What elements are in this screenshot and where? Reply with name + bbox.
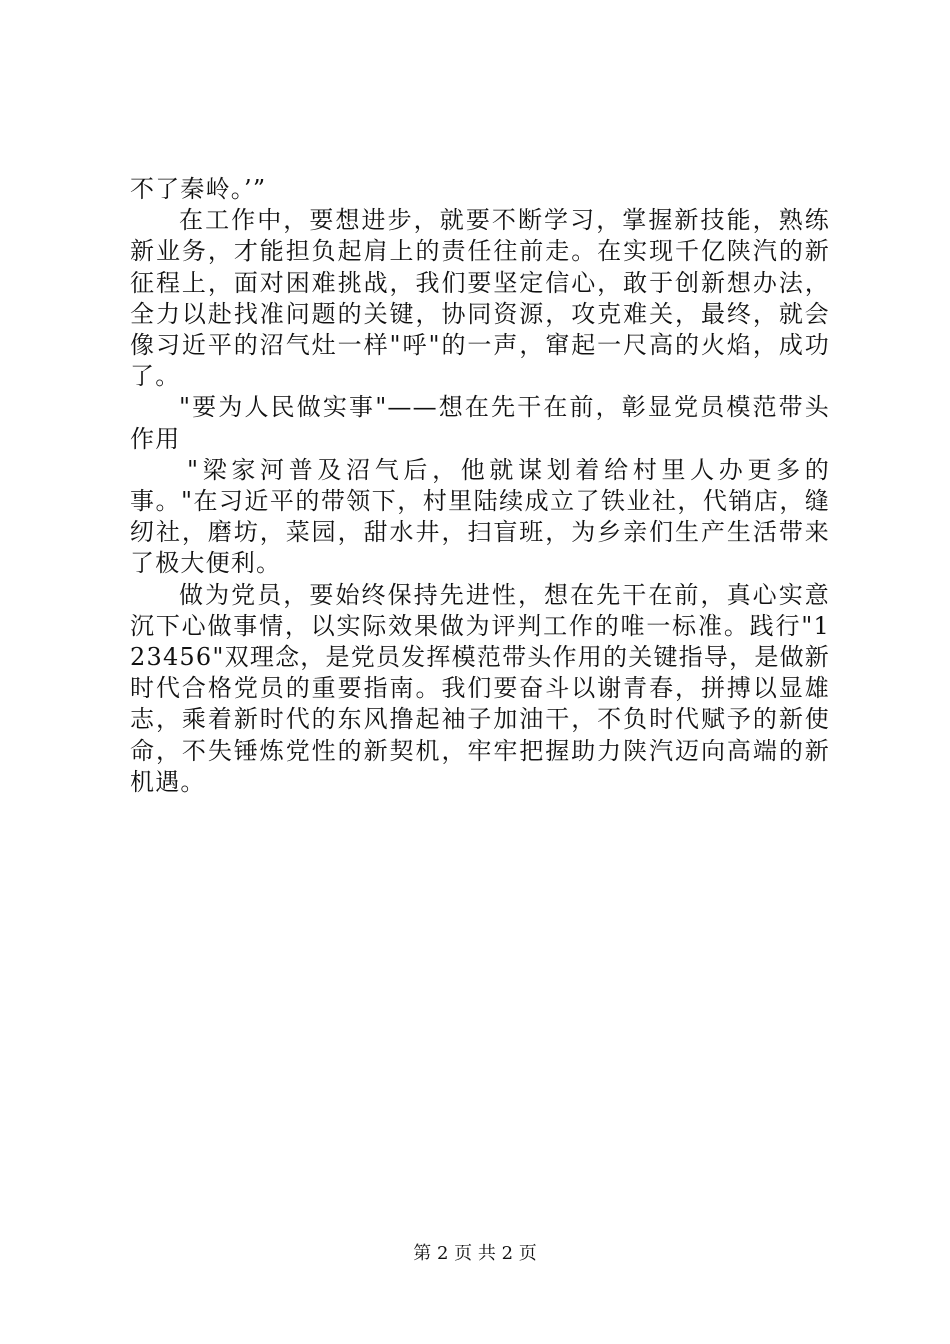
paragraph-work-progress: 在工作中，要想进步，就要不断学习，掌握新技能，熟练新业务，才能担负起肩上的责任往前走。在实现千亿陕汽的新征程上，面对困难挑战，我们要坚定信心，敢于创新想办法，全力以赴找准问题的关键，协同资源，攻克难关，最终，就会像习近平的沼气灶一样"呼"的一声，窜起一尺高的火焰，成功了。 xyxy=(130,206,830,391)
page-number-footer: 第 2 页 共 2 页 xyxy=(413,1243,537,1264)
section-heading: "要为人民做实事"——想在先干在前，彰显党员模范带头作用 xyxy=(130,393,830,453)
document-body xyxy=(130,174,830,798)
paragraph-liangjiahe: "梁家河普及沼气后，他就谋划着给村里人办更多的事。"在习近平的带领下，村里陆续成立了铁业社，代销店，缝纫社，磨坊，菜园，甜水井，扫盲班，为乡亲们生产生活带来了极大便利。 xyxy=(130,455,830,578)
paragraph-continuation: 不了秦岭。’” xyxy=(130,175,267,203)
paragraph-party-member: 做为党员，要始终保持先进性，想在先干在前，真心实意沉下心做事情，以实际效果做为评判工作的唯一标准。践行"123456"双理念，是党员发挥模范带头作用的关键指导，是做新时代合格党员的重要指南。我们要奋斗以谢青春，拼搏以显雄志，乘着新时代的东风撸起袖子加油干，不负时代赋予的新使命，不失锤炼党性的新契机，牢牢把握助力陕汽迈向高端的新机遇。 xyxy=(130,580,830,796)
